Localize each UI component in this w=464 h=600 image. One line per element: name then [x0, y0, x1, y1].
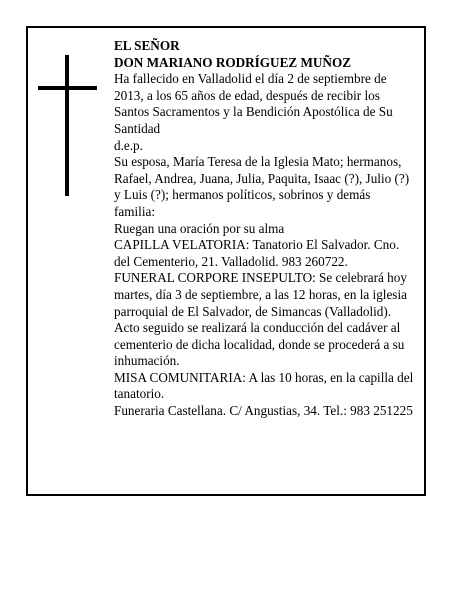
death-announcement: Ha fallecido en Valladolid el día 2 de septiembre de 2013, a los 65 años de edad, después de recibir los Santos Sacramentos y la Bendición Apostólica de Su Santidad [114, 71, 393, 136]
mass-info: MISA COMUNITARIA: A las 10 horas, en la capilla del tanatorio. [114, 369, 414, 402]
deceased-name: DON MARIANO RODRÍGUEZ MUÑOZ [114, 54, 352, 70]
funeral-home-info: Funeraria Castellana. C/ Angustias, 34. Tel.: 983 251225 [114, 403, 413, 419]
cross-icon-bar [38, 86, 97, 90]
obituary-text [114, 38, 414, 420]
funeral-info: FUNERAL CORPORE INSEPULTO: Se celebrará hoy martes, día 3 de septiembre, a las 12 horas, en la iglesia parroquial de El Salvador, de Simancas (Valladolid). Acto seguido se realizará la conducción del cadáver al cementerio de dicha localidad, donde se procederá a su inhumación. [114, 270, 407, 369]
cross-icon [65, 55, 69, 196]
rip-abbreviation: d.e.p. [114, 137, 143, 153]
title-line-1: EL SEÑOR [114, 38, 180, 53]
family-list: Su esposa, María Teresa de la Iglesia Mato; hermanos, Rafael, Andrea, Juana, Julia, Paquita, Isaac (?), Julio (?) y Luis (?); hermanos políticos, sobrinos y demás familia: [114, 154, 410, 219]
chapel-info: CAPILLA VELATORIA: Tanatorio El Salvador. Cno. del Cementerio, 21. Valladolid. 983 260722. [114, 237, 400, 269]
prayer-request: Ruegan una oración por su alma [114, 220, 285, 236]
